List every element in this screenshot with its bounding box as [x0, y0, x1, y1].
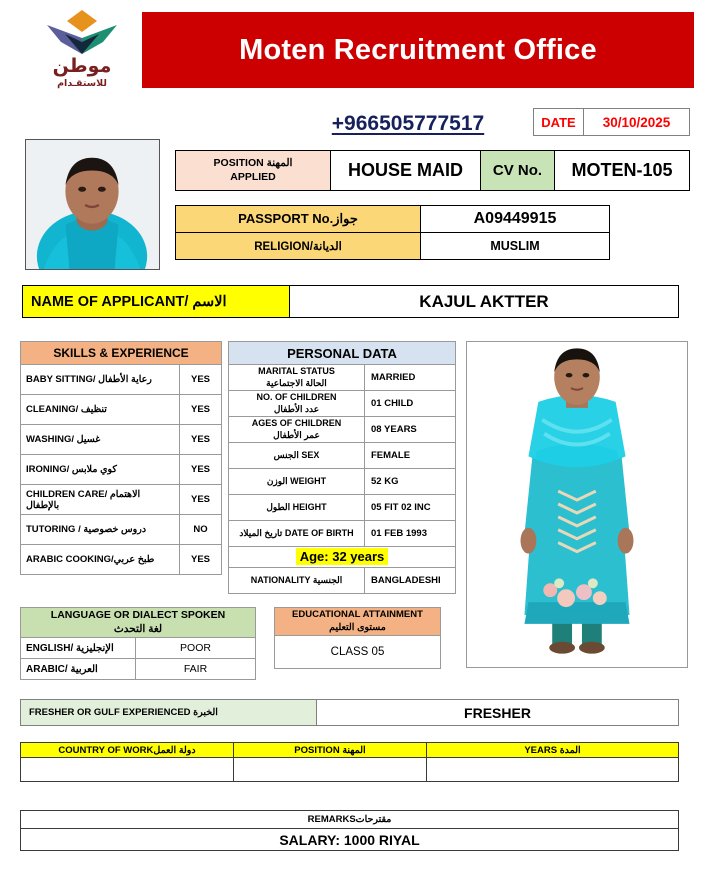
- passport-label: PASSPORT No.جواز: [176, 206, 421, 233]
- date-value: 30/10/2025: [602, 114, 671, 130]
- position-label-line2: APPLIED: [230, 170, 276, 183]
- remarks-header: REMARKSمقترحات: [21, 811, 679, 829]
- pd-label-en: AGES OF CHILDREN: [251, 418, 342, 429]
- name-label: NAME OF APPLICANT/ الاسم: [23, 286, 290, 317]
- experience-value: FRESHER: [464, 704, 531, 721]
- pd-label: [229, 391, 365, 417]
- table-row: [21, 545, 222, 575]
- cv-number-value: MOTEN-105: [571, 160, 673, 180]
- cv-number-label: CV No.: [481, 151, 555, 190]
- nationality-label: NATIONALITY الجنسية: [229, 568, 365, 594]
- position-value: HOUSE MAID: [331, 151, 481, 190]
- pd-value: FEMALE: [365, 443, 456, 469]
- education-header: [275, 608, 441, 636]
- work-cell-position[interactable]: [234, 758, 427, 782]
- education-header-en: EDUCATIONAL ATTAINMENT: [292, 609, 423, 621]
- date-label: DATE: [534, 109, 584, 135]
- personal-data-header-row: [229, 342, 456, 365]
- language-value: POOR: [136, 638, 256, 659]
- pd-label-ar: الحالة الاجتماعية: [266, 377, 327, 388]
- pd-label-en: MARITAL STATUS: [258, 366, 335, 376]
- table-row: [229, 443, 456, 469]
- table-row: [21, 829, 679, 851]
- page-title: Moten Recruitment Office: [239, 33, 597, 66]
- skill-value: YES: [180, 425, 222, 455]
- skill-value: YES: [180, 485, 222, 515]
- pd-label: الطول HEIGHT: [229, 495, 365, 521]
- pd-value: 05 FIT 02 INC: [365, 495, 456, 521]
- skill-value: YES: [180, 455, 222, 485]
- religion-label: RELIGION/الديانة: [176, 233, 421, 260]
- skill-name: TUTORING / دروس خصوصية: [21, 515, 180, 545]
- work-cell-years[interactable]: [427, 758, 679, 782]
- experience-row: [20, 699, 679, 726]
- logo-arabic-tagline: للاستقـدام: [57, 78, 107, 89]
- skill-name: IRONING/ كوي ملابس: [21, 455, 180, 485]
- table-row: [21, 659, 256, 680]
- document-header: [0, 0, 702, 100]
- personal-data-table: [228, 341, 456, 594]
- position-label-line1: POSITION المهنة: [213, 157, 293, 170]
- skill-name: CLEANING/ تنظيف: [21, 395, 180, 425]
- education-value: CLASS 05: [275, 636, 441, 669]
- date-box: [533, 108, 690, 136]
- pd-label: [229, 365, 365, 391]
- skill-name: BABY SITTING/ رعاية الأطفال: [21, 365, 180, 395]
- title-banner: [142, 12, 694, 88]
- pd-value: MARRIED: [365, 365, 456, 391]
- passport-row: [176, 206, 610, 233]
- work-col-years: YEARS المدة: [427, 743, 679, 758]
- pd-label: [229, 417, 365, 443]
- work-col-position: POSITION المهنة: [234, 743, 427, 758]
- table-row: [21, 485, 222, 515]
- pd-label: تاريخ الميلاد DATE OF BIRTH: [229, 521, 365, 547]
- position-label: [176, 151, 331, 190]
- language-header: [21, 608, 256, 638]
- applicant-passport-photo: [25, 139, 160, 270]
- full-body-photo-image: [467, 342, 687, 667]
- pd-label-ar: عمر الأطفال: [273, 429, 320, 440]
- age-row: [229, 547, 456, 568]
- language-header-row: [21, 608, 256, 638]
- skills-table: [20, 341, 222, 575]
- language-header-ar: لغة التحدث: [113, 622, 163, 635]
- table-row: [275, 636, 441, 669]
- pd-value: 52 KG: [365, 469, 456, 495]
- pd-value: 01 FEB 1993: [365, 521, 456, 547]
- age-value: Age: 32 years: [296, 548, 389, 565]
- table-row: [229, 365, 456, 391]
- skill-value: YES: [180, 365, 222, 395]
- pd-label-en: NO. OF CHILDREN: [256, 392, 337, 403]
- pd-value: 01 CHILD: [365, 391, 456, 417]
- table-row: [229, 495, 456, 521]
- language-header-en: LANGUAGE OR DIALECT SPOKEN: [50, 609, 226, 621]
- table-row: [229, 417, 456, 443]
- language-label: ARABIC/ العربية: [21, 659, 136, 680]
- table-row: [21, 515, 222, 545]
- skill-name: WASHING/ غسيل: [21, 425, 180, 455]
- work-history-header-row: [21, 743, 679, 758]
- position-row: [175, 150, 690, 191]
- table-row: [229, 469, 456, 495]
- passport-value: A09449915: [421, 206, 610, 233]
- table-row: [21, 425, 222, 455]
- work-cell-country[interactable]: [21, 758, 234, 782]
- education-table: [274, 607, 441, 669]
- nationality-value: BANGLADESHI: [365, 568, 456, 594]
- phone-number[interactable]: +966505777517: [331, 112, 485, 135]
- skill-value: YES: [180, 395, 222, 425]
- skill-name: CHILDREN CARE/ الاهتمام بالإطفال: [21, 485, 180, 515]
- age-cell: [229, 547, 456, 568]
- religion-value: MUSLIM: [421, 233, 610, 260]
- skill-value: NO: [180, 515, 222, 545]
- pd-label: الوزن WEIGHT: [229, 469, 365, 495]
- applicant-name-row: [22, 285, 679, 318]
- skill-name: ARABIC COOKING/طبخ عربي: [21, 545, 180, 575]
- skill-value: YES: [180, 545, 222, 575]
- personal-data-header: PERSONAL DATA: [229, 342, 456, 365]
- applicant-full-body-photo: [466, 341, 688, 668]
- table-row: [21, 395, 222, 425]
- table-row: [21, 455, 222, 485]
- passport-photo-image: [26, 140, 159, 269]
- table-row: [229, 521, 456, 547]
- remarks-header-row: [21, 811, 679, 829]
- experience-label: FRESHER OR GULF EXPERIENCED الخبرة: [21, 700, 317, 725]
- work-history-table: [20, 742, 679, 782]
- skills-header-row: [21, 342, 222, 365]
- passport-table: [175, 205, 610, 260]
- education-header-row: [275, 608, 441, 636]
- skills-header: SKILLS & EXPERIENCE: [21, 342, 222, 365]
- remarks-value: SALARY: 1000 RIYAL: [21, 829, 679, 851]
- religion-row: [176, 233, 610, 260]
- logo-arabic-name: موطن: [52, 55, 112, 77]
- pd-value: 08 YEARS: [365, 417, 456, 443]
- table-row: [21, 638, 256, 659]
- language-table: [20, 607, 256, 680]
- language-label: ENGLISH/ الإنجليزية: [21, 638, 136, 659]
- work-col-country: COUNTRY OF WORKدولة العمل: [21, 743, 234, 758]
- education-header-ar: مستوى التعليم: [329, 621, 386, 633]
- nationality-row: [229, 568, 456, 594]
- table-row: [21, 758, 679, 782]
- moten-logo-icon: [45, 8, 119, 56]
- pd-label: الجنس SEX: [229, 443, 365, 469]
- table-row: [229, 391, 456, 417]
- remarks-table: [20, 810, 679, 851]
- company-logo: [28, 8, 136, 100]
- language-value: FAIR: [136, 659, 256, 680]
- pd-label-ar: عدد الأطفال: [273, 403, 320, 414]
- table-row: [21, 365, 222, 395]
- name-value: KAJUL AKTTER: [419, 291, 549, 311]
